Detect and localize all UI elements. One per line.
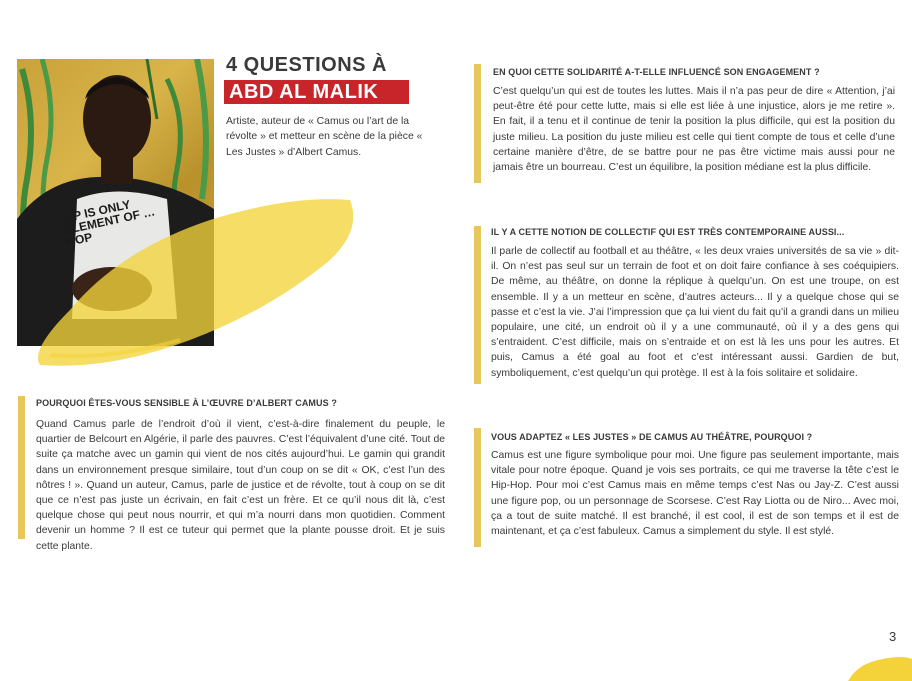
shirt-text: …P IS ONLY ELEMENT OF …HOP — [60, 197, 157, 250]
question-block-4 — [474, 428, 904, 553]
page-number: 3 — [889, 629, 897, 644]
question-block-1 — [18, 396, 448, 552]
question-answer: Quand Camus parle de l’endroit d’où il vient, c’est-à-dire finalement du peuple, le quartier de Belcourt en Algérie, il parle des pauvres. C’est l’équivalent d’une cité. Tout de suite ça matche avec un gamin qui vient de nos cités aujourd’hui. Le gamin qui grandit dans un environnement presque similaire, tout d’un coup on se dit « OK, c’est l’un des nôtres ! ». Quand un auteur, Camus, parle de justice et de révolte, tout à coup on se dit que ce n’est pas juste un écrivain, en fait c’est un frère. Et ce qu’il nous dit là, c’est quelque chose qui peut nous nourrir, et qui m’a nourri dans mon quotidien. Comment devenir un homme ? Il est ce tuteur qui permet que la plante pousse droit. Et je suis cette plante. — [36, 419, 445, 552]
question-answer: C’est quelqu’un qui est de toutes les luttes. Mais il n’a pas peur de dire « Attention, j’ai peut-être été pour cette lutte, mais si elle est liée à une injustice, alors je me retire ». En fait, il a tenu et il continue de tenir la position la plus difficile, qui est la position du juste milieu. La position du juste milieu est celle qui tient compte de tous et celle d’une certaine manière d’être, de se battre pour ne pas être victime mais aussi pour ne jamais être un bourreau. C’est un équilibre, la position médiane est la plus difficile. — [493, 86, 895, 174]
page-title-line1: 4 QUESTIONS À — [226, 54, 387, 76]
accent-bar — [18, 396, 25, 539]
accent-bar — [474, 428, 481, 547]
question-title: VOUS ADAPTEZ « LES JUSTES » DE CAMUS AU THÉÂTRE, POURQUOI ? — [491, 432, 813, 442]
question-block-2 — [474, 64, 904, 189]
question-title: POURQUOI ÊTES-VOUS SENSIBLE À L’ŒUVRE D’ALBERT CAMUS ? — [36, 398, 337, 408]
intro-text: Artiste, auteur de « Camus ou l’art de la révolte » et metteur en scène de la pièce « Les Justes » d’Albert Camus. — [226, 116, 423, 158]
page-title-line2: ABD AL MALIK — [229, 81, 379, 103]
question-block-3 — [474, 226, 904, 386]
question-title: EN QUOI CETTE SOLIDARITÉ A-T-ELLE INFLUENCÉ SON ENGAGEMENT ? — [493, 67, 820, 77]
corner-brush-stroke — [848, 655, 912, 681]
accent-bar — [474, 226, 481, 384]
accent-bar — [474, 64, 481, 183]
question-answer: Camus est une figure symbolique pour moi. Une figure pas seulement importante, mais vitale pour notre époque. Quand je vois ses portraits, ce qui me traverse la tête c’est le Hip-Hop. Pour moi c’est Camus mais en même temps c’est Nas ou Jay-Z. C’est aussi une figure pop, ou un personnage de Scorsese. C’est Ray Liotta ou de Niro... Avec moi, ça a tout de suite matché. Il est branché, il est cool, il est de son temps et il est de maintenant, et ça c’est fabuleux. Camus a simplement du style. Il est stylé. — [491, 450, 899, 538]
question-title: IL Y A CETTE NOTION DE COLLECTIF QUI EST TRÈS CONTEMPORAINE AUSSI... — [491, 227, 845, 237]
question-answer: Il parle de collectif au football et au théâtre, « les deux vraies universités de sa vie » dit-il. On n’est pas seul sur un terrain de foot et on doit faire confiance à ses coéquipiers. De même, au théâtre, on donne la réplique à quelqu’un. On est une troupe, on est ensemble. Il y a un metteur en scène, d’autres acteurs... Il y a quelque chose qui se passe et c’est la vie. J’ai l’impression que ça lui vient du fait qu’il a grandi dans un milieu populaire, une cité, un endroit où il y a une communauté, où il y a des gens qui s’entraident. C’est difficile, mais on s’entraide et on est là les uns pour les autres. Et puis, Camus a été goal au foot et c’est intéressant aussi. Gardien de but, symboliquement, c’est quelqu’un qui protège. Il est à la fois solitaire et solidaire. — [491, 246, 899, 379]
yellow-brush-stroke — [30, 190, 362, 375]
